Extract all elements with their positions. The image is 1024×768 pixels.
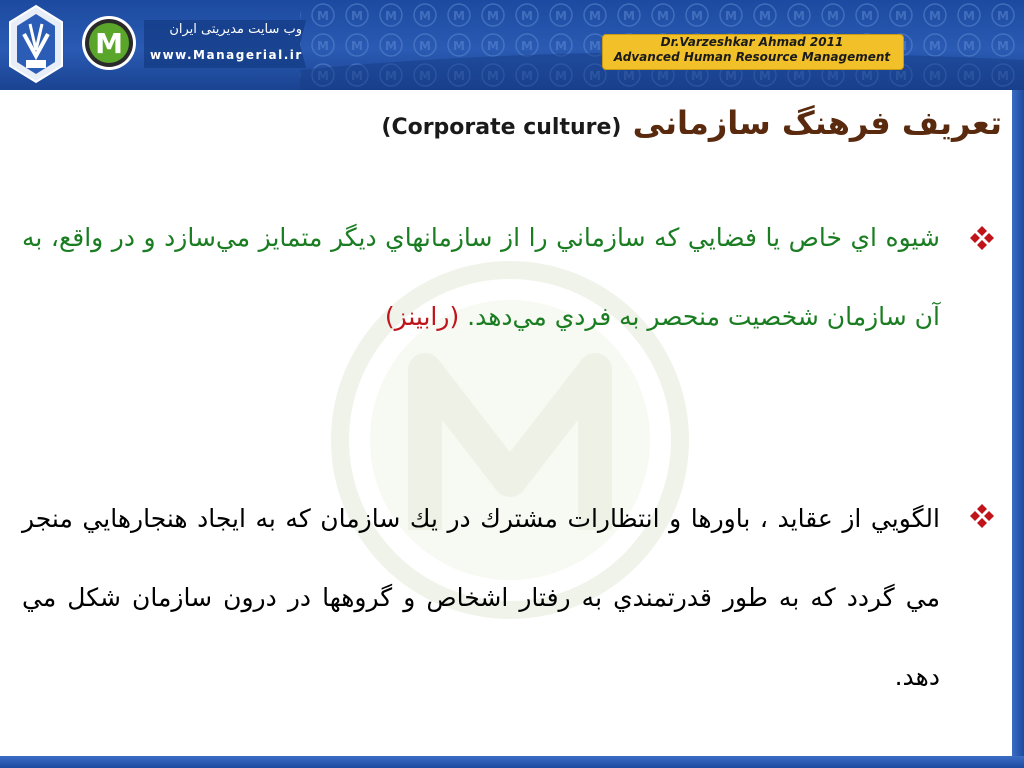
svg-text:M: M	[95, 27, 123, 60]
slide-title	[240, 100, 1002, 151]
credit-author: Dr.Varzeshkar Ahmad 2011	[660, 35, 844, 49]
bullet-paragraph-2	[22, 479, 940, 716]
bullet-1-text: شيوه اي خاص يا فضايي كه سازماني را از سازمانهاي ديگر متمايز مي‌سازد و در واقع، به آن سازمان شخصيت منحصر به فردي مي‌دهد.	[22, 223, 940, 331]
m-circle-logo-icon	[80, 14, 138, 72]
diamond-quad-bullet-icon	[968, 224, 996, 252]
header-banner	[0, 0, 1024, 90]
frame-right	[1012, 90, 1024, 768]
university-emblem-icon	[6, 4, 66, 84]
site-url[interactable]: www.Managerial.ir	[150, 48, 303, 62]
bullet-2-text: الگويي از عقايد ، باورها و انتظارات مشترك در يك سازمان كه به ايجاد هنجارهايي منجر مي گردد كه به طور قدرتمندي به رفتار اشخاص و گروهها در درون سازمان شكل مي دهد.	[22, 504, 940, 691]
site-name: وب سایت مدیریتی ایران	[169, 22, 302, 37]
title-persian: تعريف فرهنگ سازمانی	[632, 104, 1002, 142]
frame-bottom	[0, 756, 1024, 768]
diamond-quad-bullet-icon	[968, 502, 996, 530]
credit-course: Advanced Human Resource Management	[613, 50, 891, 64]
title-english: (Corporate culture)	[381, 115, 622, 140]
bullet-1-citation: (رابينز)	[384, 302, 460, 331]
bullet-paragraph-1	[22, 198, 940, 356]
